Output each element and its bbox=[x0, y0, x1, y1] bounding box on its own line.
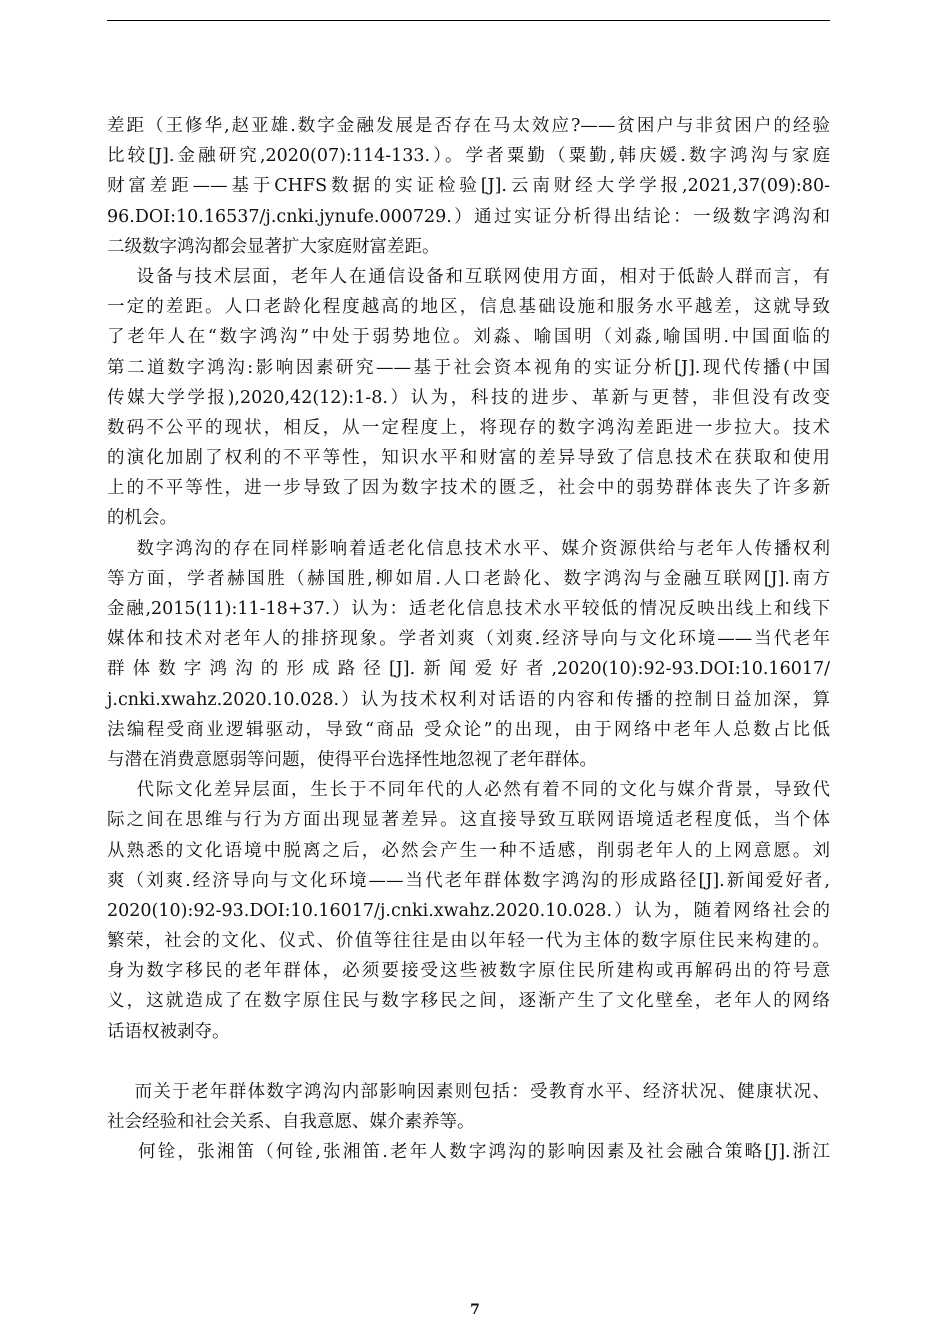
text-line: 传媒大学学报),2020,42(12):1-8.）认为，科技的进步、革新与更替，非但没有改变 bbox=[107, 387, 830, 408]
text-line: 2020(10):92-93.DOI:10.16017/j.cnki.xwahz.2020.10.028.）认为，随着网络社会的 bbox=[107, 900, 830, 921]
text-line: 而关于老年群体数字鸿沟内部影响因素则包括：受教育水平、经济状况、健康状况、 bbox=[107, 1082, 830, 1102]
body-text bbox=[107, 111, 830, 1168]
text-line: 二级数字鸿沟都会显著扩大家庭财富差距。 bbox=[107, 236, 440, 257]
text-line: j.cnki.xwahz.2020.10.028.）认为技术权利对话语的内容和传播的控制日益加深，算 bbox=[107, 689, 830, 710]
text-line: 社会经验和社会关系、自我意愿、媒介素养等。 bbox=[107, 1112, 475, 1133]
text-line: 数字鸿沟的存在同样影响着适老化信息技术水平、媒介资源供给与老年人传播权利 bbox=[107, 538, 830, 559]
text-line: 设备与技术层面，老年人在通信设备和互联网使用方面，相对于低龄人群而言，有 bbox=[107, 266, 830, 287]
text-line: 爽（刘爽.经济导向与文化环境——当代老年群体数字鸿沟的形成路径[J].新闻爱好者, bbox=[107, 870, 830, 891]
text-line: 代际文化差异层面，生长于不同年代的人必然有着不同的文化与媒介背景，导致代 bbox=[107, 780, 830, 801]
text-line: 身为数字移民的老年群体，必须要接受这些被数字原住民所建构或再解码出的符号意 bbox=[107, 961, 830, 982]
text-line: 比较[J].金融研究,2020(07):114-133.）。学者粟勤（粟勤,韩庆媛.数字鸿沟与家庭 bbox=[107, 146, 830, 167]
text-line: 媒体和技术对老年人的排挤现象。学者刘爽（刘爽.经济导向与文化环境——当代老年 bbox=[107, 629, 830, 650]
text-line: 金融,2015(11):11-18+37.）认为：适老化信息技术水平较低的情况反映出线上和线下 bbox=[107, 599, 830, 619]
text-line: 一定的差距。人口老龄化程度越高的地区，信息基础设施和服务水平越差，这就导致 bbox=[107, 297, 830, 318]
text-line: 法编程受商业逻辑驱动，导致“商品 受众论”的出现，由于网络中老年人总数占比低 bbox=[107, 719, 830, 740]
text-line: 从熟悉的文化语境中脱离之后，必然会产生一种不适感，削弱老年人的上网意愿。刘 bbox=[107, 840, 830, 861]
text-line: 何铨，张湘笛（何铨,张湘笛.老年人数字鸿沟的影响因素及社会融合策略[J].浙江 bbox=[107, 1142, 830, 1163]
text-line: 差距（王修华,赵亚雄.数字金融发展是否存在马太效应?——贫困户与非贫困户的经验 bbox=[107, 116, 830, 136]
text-line: 的演化加剧了权利的不平等性，知识水平和财富的差异导致了信息技术在获取和使用 bbox=[107, 448, 830, 469]
text-line: 与潜在消费意愿弱等问题，使得平台选择性地忽视了老年群体。 bbox=[107, 749, 597, 770]
text-line: 数码不公平的现状，相反，从一定程度上，将现存的数字鸿沟差距进一步拉大。技术 bbox=[107, 417, 830, 438]
text-line: 义，这就造成了在数字原住民与数字移民之间，逐渐产生了文化壁垒，老年人的网络 bbox=[107, 991, 830, 1012]
text-line: 群体数字鸿沟的形成路径[J].新闻爱好者,2020(10):92-93.DOI:10.16017/ bbox=[107, 659, 830, 680]
text-line: 等方面，学者赫国胜（赫国胜,柳如眉.人口老龄化、数字鸿沟与金融互联网[J].南方 bbox=[107, 568, 830, 589]
header-rule bbox=[107, 20, 830, 21]
page-number: 7 bbox=[470, 1302, 480, 1318]
text-line: 第二道数字鸿沟:影响因素研究——基于社会资本视角的实证分析[J].现代传播(中国 bbox=[107, 357, 830, 378]
text-line: 繁荣，社会的文化、仪式、价值等往往是由以年轻一代为主体的数字原住民来构建的。 bbox=[107, 931, 830, 952]
text-line: 财富差距——基于CHFS数据的实证检验[J].云南财经大学学报,2021,37(09):80- bbox=[107, 176, 830, 197]
text-line: 96.DOI:10.16537/j.cnki.jynufe.000729.）通过实证分析得出结论：一级数字鸿沟和 bbox=[107, 206, 830, 227]
text-line: 际之间在思维与行为方面出现显著差异。这直接导致互联网语境适老程度低，当个体 bbox=[107, 810, 830, 831]
text-line: 话语权被剥夺。 bbox=[107, 1021, 230, 1042]
text-line bbox=[107, 1047, 830, 1077]
text-line: 上的不平等性，进一步导致了因为数字技术的匮乏，社会中的弱势群体丧失了许多新 bbox=[107, 478, 830, 499]
text-line: 的机会。 bbox=[107, 508, 177, 529]
text-line: 了老年人在“数字鸿沟”中处于弱势地位。刘淼、喻国明（刘淼,喻国明.中国面临的 bbox=[107, 327, 830, 348]
